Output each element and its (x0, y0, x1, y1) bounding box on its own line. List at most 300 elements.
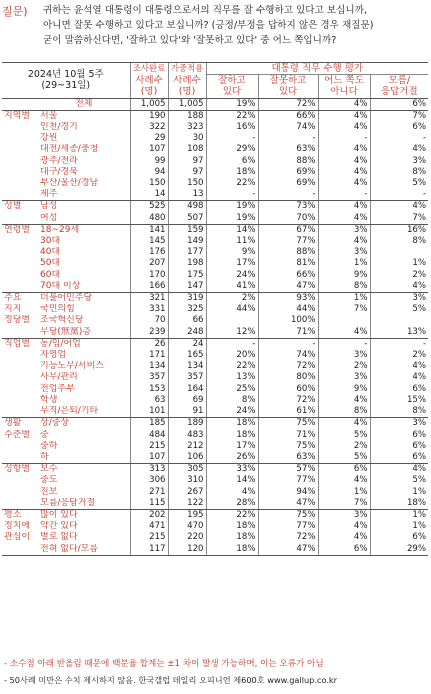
period-header: 2024년 10월 5주 (29~31일) (2, 63, 130, 99)
col-neither: 어느 쪽도 (318, 75, 370, 87)
cell-good: 20% (206, 350, 258, 361)
table-row (2, 98, 428, 110)
cell-weighted-count: 66 (168, 315, 206, 326)
row-subgroup-label: 많이 있다 (40, 509, 78, 520)
cell-dk: 29% (370, 544, 428, 556)
cell-good: 33% (206, 464, 258, 476)
col-bad-sub: 있다 (258, 86, 318, 98)
cell-neither: 4% (318, 122, 370, 133)
cell-bad: 100% (258, 315, 318, 326)
table-row (2, 384, 428, 395)
cell-survey-count: 141 (130, 224, 168, 236)
row-group-label (2, 384, 38, 395)
table-row (2, 304, 428, 315)
cell-survey-count: 63 (130, 395, 168, 406)
row-subgroup-label: 인천/경기 (40, 122, 78, 133)
table-row (2, 498, 428, 510)
cell-good: 25% (206, 384, 258, 395)
cell-survey-count: 313 (130, 464, 168, 476)
cell-dk: 7% (370, 213, 428, 225)
cell-survey-count: 190 (130, 110, 168, 122)
cell-survey-count: 357 (130, 372, 168, 383)
cell-survey-count: 29 (130, 133, 168, 144)
cell-weighted-count: 248 (168, 327, 206, 339)
cell-good: - (206, 338, 258, 350)
row-group-label: 성향별 (4, 464, 31, 475)
cell-good: 22% (206, 509, 258, 521)
cell-survey-count: 1,005 (130, 98, 168, 110)
cell-dk: 8% (370, 406, 428, 418)
row-group-label: 주요 (4, 293, 22, 304)
row-subgroup-label: 60대 (40, 269, 61, 280)
row-subgroup-label: 무직/은퇴/기타 (38, 406, 130, 418)
cell-weighted-count: 91 (168, 406, 206, 418)
row-subgroup-label: 사무/관리 (40, 372, 78, 383)
cell-bad: 66% (258, 270, 318, 281)
row-group-label: 관심이 (4, 532, 31, 543)
row-group-label (2, 475, 38, 486)
cell-weighted-count: 177 (168, 247, 206, 258)
row-group-label (2, 372, 38, 383)
cell-good: 22% (206, 361, 258, 372)
cell-weighted-count: 108 (168, 144, 206, 155)
cell-dk: 7% (370, 110, 428, 122)
cell-bad: 77% (258, 236, 318, 247)
row-subgroup-label: 제주 (38, 189, 130, 201)
cell-weighted-count: 1,005 (168, 98, 206, 110)
cell-good: 22% (206, 110, 258, 122)
table-row (2, 532, 428, 543)
table-row (2, 247, 428, 258)
table-row (2, 133, 428, 144)
cell-dk: 5% (370, 178, 428, 189)
cell-dk: 3% (370, 418, 428, 430)
row-group-label (2, 270, 38, 281)
cell-good: 12% (206, 327, 258, 339)
col-bad: 잘못하고 (258, 75, 318, 87)
row-subgroup-label: 조국혁신당 (40, 315, 84, 326)
cell-bad: 69% (258, 167, 318, 178)
table-row (2, 189, 428, 201)
cell-neither: 4% (318, 521, 370, 532)
cell-bad: 72% (258, 361, 318, 372)
cell-dk: 3% (370, 293, 428, 305)
row-subgroup-label: 여성 (38, 213, 130, 225)
row-subgroup-label: 상/중상 (40, 418, 70, 429)
row-group-label (2, 361, 38, 372)
cell-dk: 4% (370, 372, 428, 383)
cell-good: 9% (206, 247, 258, 258)
cell-dk: 6% (370, 441, 428, 452)
cell-dk: 4% (370, 281, 428, 293)
cell-good: - (206, 133, 258, 144)
row-group-label (2, 258, 38, 269)
cell-good: 22% (206, 178, 258, 189)
cell-neither: 4% (318, 167, 370, 178)
cell-bad: 72% (258, 532, 318, 543)
row-group-label: 수준별 (4, 429, 31, 440)
cell-survey-count: 117 (130, 544, 168, 556)
cell-dk (370, 247, 428, 258)
row-subgroup-label: 농/임/어업 (40, 338, 81, 349)
cell-good: 28% (206, 498, 258, 510)
cell-good: 26% (206, 452, 258, 464)
table-row (2, 213, 428, 225)
cell-neither: 2% (318, 441, 370, 452)
cell-bad: 47% (258, 544, 318, 556)
table-row (2, 372, 428, 383)
cell-weighted-count: 165 (168, 350, 206, 361)
cell-dk: 8% (370, 236, 428, 247)
cell-survey-count: 115 (130, 498, 168, 510)
cell-bad: 71% (258, 327, 318, 339)
cell-survey-count: 480 (130, 213, 168, 225)
table-row (2, 361, 428, 372)
row-group-label (2, 122, 38, 133)
cell-good: 19% (206, 213, 258, 225)
row-subgroup-label: 중하 (40, 440, 58, 451)
cell-dk: 1% (370, 509, 428, 521)
cell-survey-count: 70 (130, 315, 168, 326)
table-row (2, 327, 428, 339)
row-subgroup-label: 강원 (40, 133, 58, 144)
row-group-label: 지역별 (4, 110, 31, 121)
cell-good: 24% (206, 270, 258, 281)
cell-neither (318, 315, 370, 326)
row-group-label (2, 327, 38, 339)
cell-survey-count: 101 (130, 406, 168, 418)
row-group-label: 평소 (4, 509, 22, 520)
cell-good: 29% (206, 144, 258, 155)
cell-weighted-count: 188 (168, 110, 206, 122)
table-row (2, 293, 428, 305)
cell-survey-count: 215 (130, 532, 168, 543)
table-row (2, 544, 428, 556)
cell-good: 19% (206, 98, 258, 110)
cell-bad: 93% (258, 293, 318, 305)
cell-survey-count: 145 (130, 236, 168, 247)
cell-weighted-count: 159 (168, 224, 206, 236)
row-group-label: 지지 (4, 304, 22, 315)
table-row (2, 315, 428, 326)
cell-dk: - (370, 133, 428, 144)
cell-weighted-count: 164 (168, 384, 206, 395)
cell-dk: 4% (370, 361, 428, 372)
cell-neither: 4% (318, 532, 370, 543)
cell-weighted-count: 470 (168, 521, 206, 532)
cell-survey-count: 202 (130, 509, 168, 521)
row-group-label (2, 487, 38, 498)
row-group-label: 정당별 (4, 315, 31, 326)
footnote-rounding: - 소수점 아래 반올림 때문에 백분율 합계는 ±1 차이 발생 가능하며, 이는 오류가 아님 (4, 659, 324, 669)
table-row (2, 406, 428, 418)
cell-weighted-count: 325 (168, 304, 206, 315)
cell-weighted-count: 175 (168, 270, 206, 281)
cell-survey-count: 171 (130, 350, 168, 361)
cell-weighted-count: 195 (168, 509, 206, 521)
cell-bad: 74% (258, 350, 318, 361)
cell-survey-count: 331 (130, 304, 168, 315)
row-group-label (2, 281, 38, 293)
cell-dk: 15% (370, 395, 428, 406)
cell-weighted-count: 147 (168, 281, 206, 293)
cell-good: 19% (206, 201, 258, 213)
cell-bad: 61% (258, 406, 318, 418)
survey-count-top: 조사완료 (130, 63, 168, 75)
row-group-label: 정치에 (4, 521, 31, 532)
cell-bad: 47% (258, 281, 318, 293)
cell-dk: - (370, 189, 428, 201)
table-row (2, 167, 428, 178)
cell-neither: 4% (318, 98, 370, 110)
survey-count-unit: (명) (130, 86, 168, 98)
col-dk: 모름/ (370, 75, 428, 87)
cell-weighted-count: 24 (168, 338, 206, 350)
table-row (2, 178, 428, 189)
survey-count-label: 사례수 (130, 75, 168, 87)
cell-neither: 8% (318, 281, 370, 293)
row-group-label (2, 544, 38, 556)
question-line: 굳이 말씀하신다면, '잘하고 있다'와 '잘못하고 있다' 중 어느 쪽입니까? (43, 35, 337, 46)
cell-neither: 1% (318, 293, 370, 305)
cell-survey-count: 306 (130, 475, 168, 486)
row-group-label (2, 178, 38, 189)
table-row (2, 509, 428, 521)
cell-neither: 3% (318, 224, 370, 236)
table-row (2, 441, 428, 452)
row-subgroup-label: 자영업 (40, 350, 67, 361)
cell-dk: 6% (370, 122, 428, 133)
cell-weighted-count: 212 (168, 441, 206, 452)
cell-survey-count: 94 (130, 167, 168, 178)
cell-dk: 13% (370, 327, 428, 339)
cell-good: 6% (206, 156, 258, 167)
row-group-label (2, 498, 38, 510)
row-subgroup-label: 하 (38, 452, 130, 464)
cell-survey-count: 484 (130, 430, 168, 441)
cell-neither: 9% (318, 384, 370, 395)
cell-survey-count: 166 (130, 281, 168, 293)
row-subgroup-label: 대구/경북 (40, 166, 78, 177)
table-row (2, 430, 428, 441)
table-row (2, 281, 428, 293)
cell-survey-count: 207 (130, 258, 168, 269)
cell-good: 16% (206, 122, 258, 133)
cell-good: 18% (206, 532, 258, 543)
table-row (2, 487, 428, 498)
cell-weighted-count: 149 (168, 236, 206, 247)
row-subgroup-label: 50대 (40, 258, 61, 269)
cell-weighted-count: 267 (168, 487, 206, 498)
cell-survey-count: 150 (130, 178, 168, 189)
cell-neither: 3% (318, 247, 370, 258)
row-subgroup-label: 기능노무/서비스 (40, 361, 104, 372)
cell-neither: 4% (318, 475, 370, 486)
cell-bad: 72% (258, 395, 318, 406)
cell-neither: - (318, 338, 370, 350)
row-subgroup-label: 진보 (40, 486, 58, 497)
cell-good: 14% (206, 475, 258, 486)
cell-dk: 1% (370, 521, 428, 532)
cell-dk: 16% (370, 224, 428, 236)
cell-neither: 4% (318, 178, 370, 189)
cell-bad: - (258, 133, 318, 144)
weight-count-label: 사례수 (168, 75, 206, 87)
row-group-label (2, 441, 38, 452)
cell-dk: 6% (370, 430, 428, 441)
cell-weighted-count: 310 (168, 475, 206, 486)
row-subgroup-label: 대전/세종/충청 (40, 144, 99, 155)
row-group-label (2, 452, 38, 464)
cell-dk (370, 315, 428, 326)
cell-weighted-count: 97 (168, 167, 206, 178)
table-row (2, 475, 428, 486)
cell-neither: 4% (318, 418, 370, 430)
cell-dk: 6% (370, 532, 428, 543)
cell-neither: 6% (318, 544, 370, 556)
cell-good: 18% (206, 544, 258, 556)
question-line: 귀하는 윤석열 대통령이 대통령으로서의 직무를 잘 수행하고 있다고 보십니까, (43, 5, 368, 16)
row-group-label: 연령별 (4, 224, 31, 235)
cell-weighted-count: 120 (168, 544, 206, 556)
weight-count-top: 가중적용 (168, 63, 206, 75)
cell-weighted-count: 150 (168, 178, 206, 189)
cell-neither: 4% (318, 144, 370, 155)
row-group-label: 생활 (4, 418, 22, 429)
cell-weighted-count: 483 (168, 430, 206, 441)
cell-bad: 66% (258, 110, 318, 122)
cell-bad: 77% (258, 521, 318, 532)
col-good-sub: 있다 (206, 86, 258, 98)
cell-neither: 9% (318, 270, 370, 281)
row-group-label (2, 395, 38, 406)
row-group-label (2, 167, 38, 178)
cell-survey-count: 107 (130, 144, 168, 155)
row-subgroup-label: 30대 (40, 236, 61, 247)
row-subgroup-label: 중 (40, 429, 49, 440)
cell-bad: 69% (258, 178, 318, 189)
cell-survey-count: 321 (130, 293, 168, 305)
row-subgroup-label: 40대 (40, 247, 61, 258)
cell-weighted-count: 323 (168, 122, 206, 133)
cell-dk: 6% (370, 452, 428, 464)
row-subgroup-label: 전체 (38, 98, 130, 110)
cell-bad: 73% (258, 201, 318, 213)
cell-bad: 88% (258, 247, 318, 258)
cell-bad: 60% (258, 384, 318, 395)
cell-dk: 2% (370, 350, 428, 361)
cell-dk: 3% (370, 156, 428, 167)
cell-survey-count: 99 (130, 156, 168, 167)
cell-good: - (206, 189, 258, 201)
cell-weighted-count: 106 (168, 452, 206, 464)
cell-dk: 5% (370, 304, 428, 315)
cell-weighted-count: 189 (168, 418, 206, 430)
cell-bad: 75% (258, 509, 318, 521)
cell-neither: 7% (318, 498, 370, 510)
cell-weighted-count: 220 (168, 532, 206, 543)
footnote-source: - 50사례 미만은 수치 제시하지 않음. 한국갤럽 데일리 오피니언 제600호 www.gallup.co.kr (4, 675, 338, 685)
table-row (2, 156, 428, 167)
cell-bad: 94% (258, 487, 318, 498)
cell-weighted-count: 134 (168, 361, 206, 372)
row-group-label (2, 98, 38, 110)
row-subgroup-label: 중도 (40, 475, 58, 486)
cell-good: 41% (206, 281, 258, 293)
cell-bad: 47% (258, 498, 318, 510)
cell-survey-count: 215 (130, 441, 168, 452)
weight-count-unit: (명) (168, 86, 206, 98)
cell-bad: 72% (258, 98, 318, 110)
cell-good: 4% (206, 487, 258, 498)
table-row (2, 452, 428, 464)
table-row (2, 418, 428, 430)
table-row (2, 122, 428, 133)
row-group-label: 직업별 (4, 338, 31, 349)
cell-bad: 71% (258, 430, 318, 441)
row-subgroup-label: 모름/응답거절 (38, 498, 130, 510)
cell-bad: 67% (258, 224, 318, 236)
cell-good (206, 315, 258, 326)
cell-good: 18% (206, 418, 258, 430)
cell-neither: - (318, 189, 370, 201)
cell-survey-count: 107 (130, 452, 168, 464)
cell-survey-count: 176 (130, 247, 168, 258)
cell-neither: 8% (318, 406, 370, 418)
cell-bad: 74% (258, 122, 318, 133)
cell-dk: 5% (370, 475, 428, 486)
cell-neither: 2% (318, 361, 370, 372)
cell-dk: 6% (370, 384, 428, 395)
table-row (2, 236, 428, 247)
question-text (43, 3, 427, 48)
cell-weighted-count: 122 (168, 498, 206, 510)
cell-weighted-count: 97 (168, 156, 206, 167)
row-subgroup-label: 전업주부 (40, 383, 75, 394)
cell-dk: 18% (370, 498, 428, 510)
cell-survey-count: 170 (130, 270, 168, 281)
col-neither-sub: 아니다 (318, 86, 370, 98)
cell-weighted-count: 30 (168, 133, 206, 144)
cell-good: 18% (206, 167, 258, 178)
cell-survey-count: 153 (130, 384, 168, 395)
cell-bad: 80% (258, 372, 318, 383)
cell-dk: - (370, 338, 428, 350)
row-subgroup-label: 약간 있다 (40, 521, 78, 532)
cell-neither: 4% (318, 213, 370, 225)
cell-dk: 1% (370, 487, 428, 498)
row-subgroup-label: 보수 (40, 464, 58, 475)
row-group-label (2, 213, 38, 225)
cell-bad: 77% (258, 475, 318, 486)
cell-good: 2% (206, 293, 258, 305)
cell-survey-count: 26 (130, 338, 168, 350)
col-dk-sub: 응답거절 (370, 86, 428, 98)
cell-weighted-count: 305 (168, 464, 206, 476)
results-table (2, 62, 428, 556)
cell-neither: 1% (318, 258, 370, 269)
cell-weighted-count: 498 (168, 201, 206, 213)
eval-title: 대통령 직무 수행 평가 (206, 63, 428, 75)
cell-weighted-count: 13 (168, 189, 206, 201)
cell-good: 18% (206, 521, 258, 532)
cell-weighted-count: 69 (168, 395, 206, 406)
cell-bad: 88% (258, 156, 318, 167)
cell-neither: 4% (318, 156, 370, 167)
row-group-label (2, 406, 38, 418)
row-subgroup-label: 국민의힘 (40, 304, 75, 315)
cell-survey-count: 14 (130, 189, 168, 201)
